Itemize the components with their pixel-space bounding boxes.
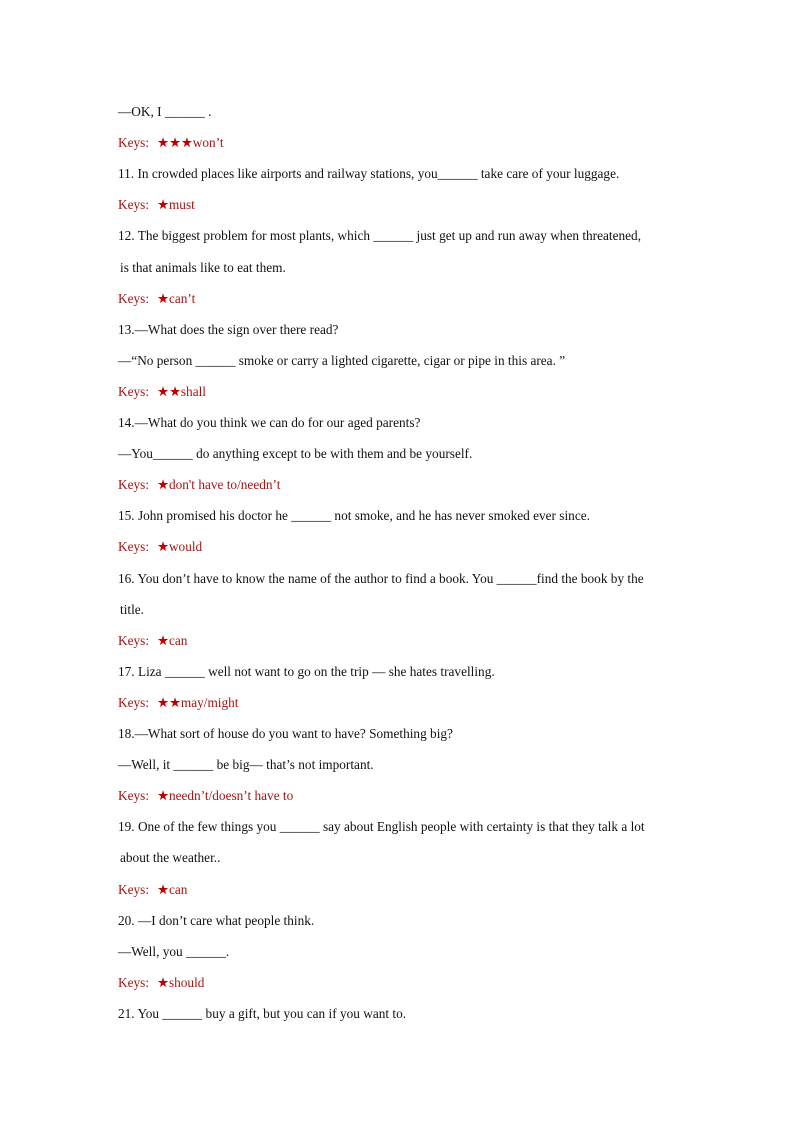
key-label: Keys: (118, 974, 150, 990)
key-label: Keys: (118, 788, 150, 804)
key-label: Keys: (118, 477, 150, 493)
key-label: Keys: (118, 383, 150, 399)
key-answer: can’t (168, 290, 196, 306)
question-text-line: 14.—What do you think we can do for our aged parents? (118, 415, 421, 430)
difficulty-stars: ★ (157, 290, 169, 306)
question-text-line: 12. The biggest problem for most plants, which ______ just get up and run away when threatened, (118, 228, 642, 244)
key-label: Keys: (118, 694, 150, 710)
answer-key-line (118, 632, 676, 649)
question-text-line: —You______ do anything except to be with them and be yourself. (118, 446, 473, 462)
difficulty-stars: ★★ (157, 694, 181, 710)
question-text-line: —“No person ______ smoke or carry a lighted cigarette, cigar or pipe in this area. ” (118, 352, 566, 368)
question-text-line: —OK, I ______ . (118, 104, 212, 119)
key-label: Keys: (118, 290, 150, 306)
question-text-line: 16. You don’t have to know the name of the author to find a book. You ______find the book by the (118, 570, 644, 586)
key-answer: must (168, 197, 195, 213)
difficulty-stars: ★ (157, 974, 169, 990)
answer-key-line (118, 538, 676, 555)
question-text-line: 11. In crowded places like airports and railway stations, you______ take care of your luggage. (118, 166, 620, 182)
key-answer: should (168, 974, 205, 990)
difficulty-stars: ★ (157, 632, 169, 648)
key-answer: would (168, 539, 203, 555)
answer-key-line (118, 476, 676, 493)
key-answer: can (168, 632, 188, 648)
key-answer: may/might (180, 694, 239, 710)
question-text-line: about the weather.. (120, 850, 221, 866)
question-text-line: 15. John promised his doctor he ______ not smoke, and he has never smoked ever since. (118, 508, 590, 524)
key-label: Keys: (118, 135, 150, 151)
key-label: Keys: (118, 539, 150, 555)
key-answer: shall (180, 383, 206, 399)
difficulty-stars: ★★★ (157, 135, 193, 151)
question-text-line: 19. One of the few things you ______ say about English people with certainty is that they talk a lot (118, 819, 645, 835)
answer-key-line (118, 881, 676, 898)
question-text-line: 21. You ______ buy a gift, but you can if you want to. (118, 1005, 407, 1021)
question-text-line: —Well, you ______. (118, 943, 230, 959)
question-text-line: 20. —I don’t care what people think. (118, 912, 315, 928)
answer-key-line (118, 196, 676, 213)
key-label: Keys: (118, 881, 150, 897)
key-label: Keys: (118, 632, 150, 648)
answer-key-line (118, 134, 676, 151)
answer-key-line (118, 694, 676, 711)
key-label: Keys: (118, 197, 150, 213)
question-text-line: —Well, it ______ be big— that’s not important. (118, 757, 374, 773)
question-text-line: 13.—What does the sign over there read? (118, 321, 339, 337)
question-text-line: 18.—What sort of house do you want to have? Something big? (118, 726, 453, 741)
key-answer: needn’t/doesn’t have to (168, 788, 294, 804)
difficulty-stars: ★ (157, 477, 169, 493)
difficulty-stars: ★ (157, 197, 169, 213)
difficulty-stars: ★ (157, 881, 169, 897)
question-text-line: title. (120, 601, 145, 617)
difficulty-stars: ★ (157, 788, 169, 804)
key-answer: don't have to/needn’t (168, 477, 281, 493)
difficulty-stars: ★ (157, 539, 169, 555)
answer-key-line (118, 383, 676, 400)
question-text-line: is that animals like to eat them. (120, 259, 286, 275)
key-answer: can (168, 881, 188, 897)
answer-key-line (118, 787, 676, 804)
answer-key-line (118, 974, 676, 991)
answer-key-line (118, 290, 676, 307)
difficulty-stars: ★★ (157, 383, 181, 399)
key-answer: won’t (192, 135, 224, 151)
question-text-line: 17. Liza ______ well not want to go on the trip — she hates travelling. (118, 663, 495, 679)
